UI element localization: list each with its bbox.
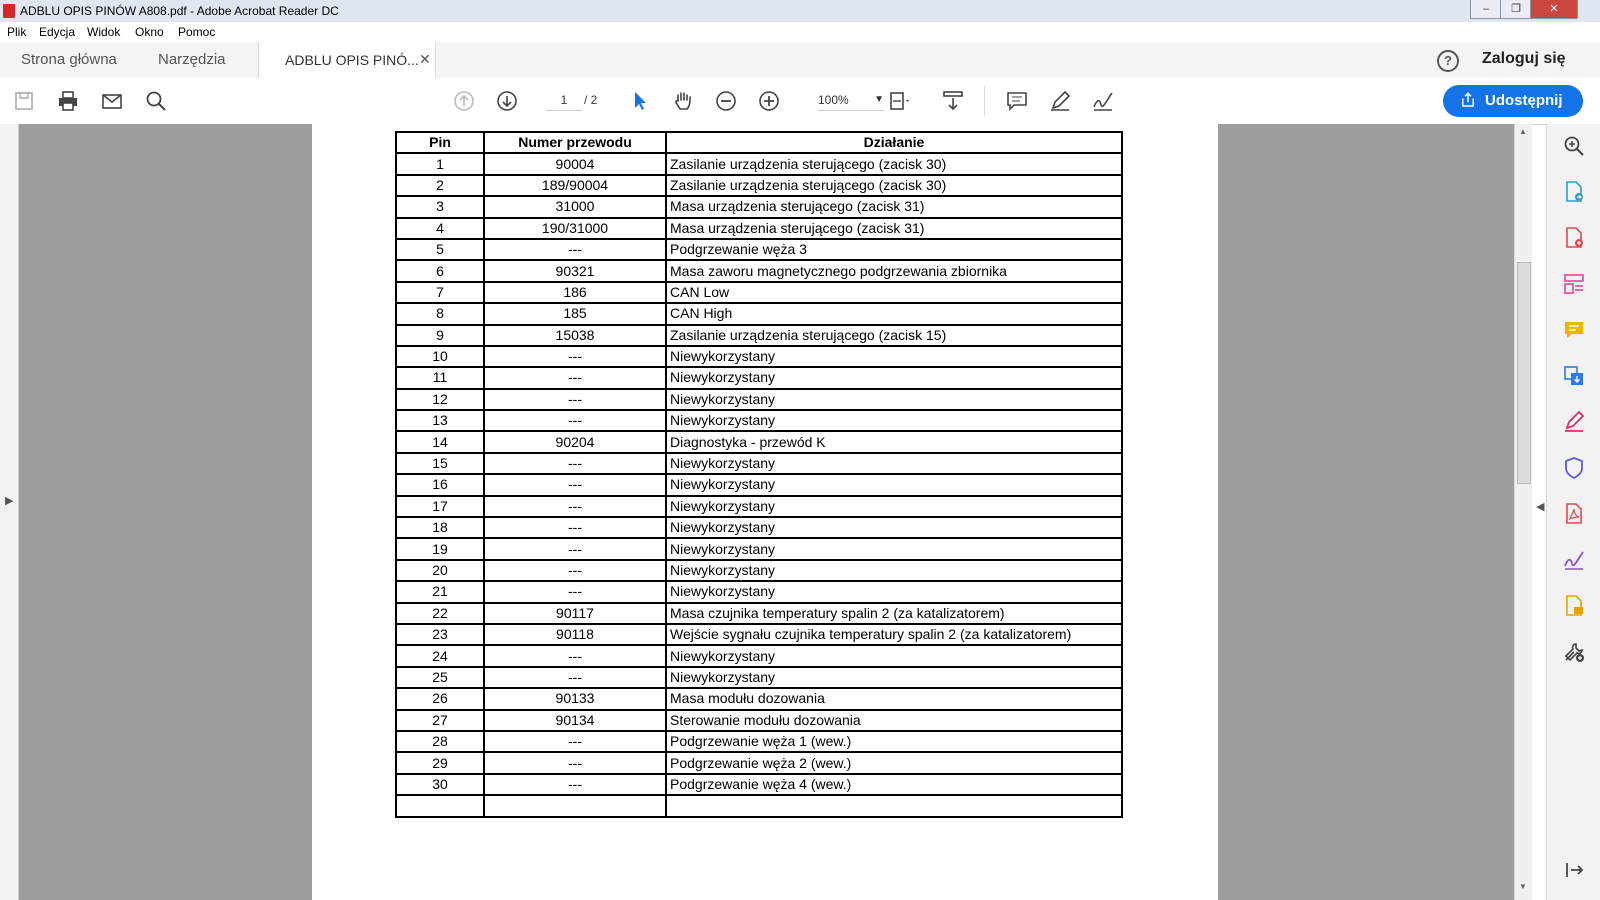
table-row	[396, 325, 1122, 346]
right-tools-panel	[1546, 124, 1600, 900]
empty-cell	[484, 795, 666, 816]
function-cell: Niewykorzystany	[666, 667, 1122, 688]
wire-number-cell: 90118	[484, 624, 666, 645]
table-row	[396, 260, 1122, 281]
help-icon[interactable]: ?	[1437, 50, 1459, 72]
wire-number-cell: ---	[484, 410, 666, 431]
table-row	[396, 517, 1122, 538]
protect-shield-icon[interactable]	[1562, 456, 1586, 480]
login-link[interactable]: Zaloguj się	[1482, 50, 1566, 67]
chevron-down-icon: ▼	[874, 94, 884, 105]
comment-tool-icon[interactable]	[1562, 318, 1586, 342]
function-cell: Masa zaworu magnetycznego podgrzewania zbiornika	[666, 260, 1122, 281]
wire-number-cell: ---	[484, 389, 666, 410]
table-row	[396, 175, 1122, 196]
close-tab-icon[interactable]: ✕	[419, 51, 431, 67]
wire-number-cell: ---	[484, 581, 666, 602]
function-cell: Niewykorzystany	[666, 538, 1122, 559]
function-cell: Niewykorzystany	[666, 453, 1122, 474]
close-window-button[interactable]: ✕	[1530, 0, 1578, 19]
function-cell: Podgrzewanie węża 3	[666, 239, 1122, 260]
vertical-scrollbar[interactable]	[1514, 124, 1532, 900]
pin-cell: 20	[396, 560, 484, 581]
share-label: Udostępnij	[1485, 92, 1563, 109]
empty-cell	[396, 795, 484, 816]
toolbar-divider	[984, 86, 985, 116]
highlight-pen-icon[interactable]	[1048, 89, 1072, 113]
table-row	[396, 603, 1122, 624]
scroll-mode-icon[interactable]	[941, 89, 965, 113]
table-row	[396, 538, 1122, 559]
function-cell: CAN Low	[666, 282, 1122, 303]
pin-cell: 5	[396, 239, 484, 260]
table-row	[396, 218, 1122, 239]
zoom-out-icon[interactable]	[714, 89, 738, 113]
minimize-button[interactable]: –	[1470, 0, 1502, 19]
scrollbar-thumb[interactable]	[1517, 262, 1531, 484]
table-row	[396, 496, 1122, 517]
table-row	[396, 431, 1122, 452]
select-tool-icon[interactable]	[628, 89, 652, 113]
table-row	[396, 774, 1122, 795]
function-cell: Niewykorzystany	[666, 346, 1122, 367]
send-comments-icon[interactable]	[1562, 594, 1586, 618]
wire-number-cell: 186	[484, 282, 666, 303]
comment-icon[interactable]	[1005, 89, 1029, 113]
fill-sign-icon[interactable]	[1562, 410, 1586, 434]
pin-cell: 4	[396, 218, 484, 239]
function-cell: Niewykorzystany	[666, 410, 1122, 431]
toolbar	[0, 78, 1600, 125]
hand-tool-icon[interactable]	[671, 89, 695, 113]
acrobat-app-icon	[3, 4, 15, 18]
wire-number-cell: ---	[484, 538, 666, 559]
header-pin: Pin	[396, 132, 484, 153]
wire-number-cell: 90133	[484, 688, 666, 709]
tab-document-label: ADBLU OPIS PINÓ...	[285, 52, 419, 68]
wire-number-cell: ---	[484, 667, 666, 688]
pin-cell: 14	[396, 431, 484, 452]
pin-cell: 12	[396, 389, 484, 410]
table-row	[396, 282, 1122, 303]
pin-cell: 25	[396, 667, 484, 688]
pin-cell: 18	[396, 517, 484, 538]
function-cell: Niewykorzystany	[666, 389, 1122, 410]
empty-cell	[666, 795, 1122, 816]
wire-number-cell: 185	[484, 303, 666, 324]
pin-cell: 28	[396, 731, 484, 752]
pin-cell: 7	[396, 282, 484, 303]
pin-cell: 24	[396, 645, 484, 666]
wire-number-cell: 190/31000	[484, 218, 666, 239]
function-cell: Masa urządzenia sterującego (zacisk 31)	[666, 196, 1122, 217]
wire-number-cell: ---	[484, 645, 666, 666]
previous-page-icon[interactable]	[452, 89, 476, 113]
table-row	[396, 688, 1122, 709]
function-cell: Wejście sygnału czujnika temperatury spalin 2 (za katalizatorem)	[666, 624, 1122, 645]
next-page-icon[interactable]	[495, 89, 519, 113]
pin-cell: 15	[396, 453, 484, 474]
edit-pdf-icon[interactable]	[1562, 272, 1586, 296]
table-row	[396, 389, 1122, 410]
menu-window[interactable]: Okno	[135, 25, 164, 39]
table-row	[396, 453, 1122, 474]
scroll-up-icon[interactable]: ▲	[1519, 127, 1527, 136]
export-pdf-icon[interactable]	[1562, 180, 1586, 204]
function-cell: Masa czujnika temperatury spalin 2 (za katalizatorem)	[666, 603, 1122, 624]
pin-table	[395, 131, 1123, 818]
zoom-level-select[interactable]	[818, 90, 884, 111]
zoom-level-value: 100%	[818, 93, 849, 107]
pin-cell: 22	[396, 603, 484, 624]
header-function: Działanie	[666, 132, 1122, 153]
acrobat-pdf-icon[interactable]	[1562, 502, 1586, 526]
function-cell: Niewykorzystany	[666, 560, 1122, 581]
pin-cell: 11	[396, 367, 484, 388]
function-cell: Masa modułu dozowania	[666, 688, 1122, 709]
print-icon[interactable]	[56, 89, 80, 113]
pin-cell: 17	[396, 496, 484, 517]
wire-number-cell: 90321	[484, 260, 666, 281]
maximize-button[interactable]: ❐	[1500, 0, 1532, 19]
wire-number-cell: 90004	[484, 153, 666, 174]
function-cell: Diagnostyka - przewód K	[666, 431, 1122, 452]
wire-number-cell: ---	[484, 752, 666, 773]
header-wire-number: Numer przewodu	[484, 132, 666, 153]
wire-number-cell: ---	[484, 560, 666, 581]
pin-cell: 9	[396, 325, 484, 346]
function-cell: Zasilanie urządzenia sterującego (zacisk 15)	[666, 325, 1122, 346]
table-row	[396, 560, 1122, 581]
function-cell: Niewykorzystany	[666, 474, 1122, 495]
save-icon[interactable]	[12, 89, 36, 113]
function-cell: Niewykorzystany	[666, 367, 1122, 388]
table-row	[396, 710, 1122, 731]
pin-cell: 6	[396, 260, 484, 281]
pin-cell: 21	[396, 581, 484, 602]
wire-number-cell: ---	[484, 239, 666, 260]
wire-number-cell: 31000	[484, 196, 666, 217]
table-row	[396, 474, 1122, 495]
function-cell: Podgrzewanie węża 1 (wew.)	[666, 731, 1122, 752]
table-row-empty	[396, 795, 1122, 816]
scroll-down-icon[interactable]: ▼	[1519, 882, 1527, 891]
request-signature-icon[interactable]	[1562, 548, 1586, 572]
pin-cell: 23	[396, 624, 484, 645]
table-row	[396, 196, 1122, 217]
menu-file[interactable]: Plik	[7, 25, 27, 39]
wire-number-cell: ---	[484, 453, 666, 474]
function-cell: Masa urządzenia sterującego (zacisk 31)	[666, 218, 1122, 239]
table-row	[396, 645, 1122, 666]
menu-help[interactable]: Pomoc	[178, 25, 216, 39]
pin-cell: 2	[396, 175, 484, 196]
function-cell: Zasilanie urządzenia sterującego (zacisk 30)	[666, 175, 1122, 196]
share-button[interactable]	[1443, 85, 1583, 117]
window-title: ADBLU OPIS PINÓW A808.pdf - Adobe Acrobat Reader DC	[20, 4, 339, 18]
wire-number-cell: 90117	[484, 603, 666, 624]
table-row	[396, 581, 1122, 602]
tab-home[interactable]: Strona główna	[21, 51, 117, 68]
function-cell: Podgrzewanie węża 2 (wew.)	[666, 752, 1122, 773]
menu-view[interactable]: Widok	[87, 25, 121, 39]
function-cell: CAN High	[666, 303, 1122, 324]
more-tools-icon[interactable]	[1562, 640, 1586, 664]
menu-edit[interactable]: Edycja	[39, 25, 76, 39]
zoom-in-icon[interactable]	[757, 89, 781, 113]
function-cell: Niewykorzystany	[666, 645, 1122, 666]
collapse-right-panel-icon[interactable]: ◀	[1536, 501, 1545, 513]
wire-number-cell: ---	[484, 474, 666, 495]
table-row	[396, 752, 1122, 773]
pin-cell: 29	[396, 752, 484, 773]
table-row	[396, 731, 1122, 752]
pin-cell: 27	[396, 710, 484, 731]
function-cell: Niewykorzystany	[666, 496, 1122, 517]
sign-icon[interactable]	[1091, 89, 1115, 113]
pin-cell: 30	[396, 774, 484, 795]
pin-cell: 3	[396, 196, 484, 217]
wire-number-cell: ---	[484, 367, 666, 388]
create-pdf-icon[interactable]	[1562, 226, 1586, 250]
pin-cell: 16	[396, 474, 484, 495]
page-layout-icon[interactable]	[888, 89, 912, 113]
tab-tools[interactable]: Narzędzia	[158, 51, 226, 68]
pin-cell: 8	[396, 303, 484, 324]
table-row	[396, 624, 1122, 645]
combine-files-icon[interactable]	[1562, 364, 1586, 388]
table-header-row	[396, 132, 1122, 153]
wire-number-cell: ---	[484, 517, 666, 538]
wire-number-cell: ---	[484, 731, 666, 752]
search-icon[interactable]	[144, 89, 168, 113]
tab-document[interactable]	[258, 42, 436, 79]
share-icon	[1459, 91, 1477, 113]
pin-cell: 1	[396, 153, 484, 174]
wire-number-cell: ---	[484, 774, 666, 795]
page-number-input[interactable]: 1	[546, 90, 582, 111]
function-cell: Niewykorzystany	[666, 517, 1122, 538]
table-row	[396, 667, 1122, 688]
left-panel-toggle[interactable]	[0, 124, 19, 900]
wire-number-cell: 90134	[484, 710, 666, 731]
pin-cell: 26	[396, 688, 484, 709]
table-row	[396, 367, 1122, 388]
menu-bar	[0, 22, 1600, 42]
wire-number-cell: ---	[484, 496, 666, 517]
table-row	[396, 303, 1122, 324]
title-bar	[0, 0, 1600, 23]
pin-cell: 13	[396, 410, 484, 431]
tab-bar	[0, 42, 1600, 79]
wire-number-cell: 90204	[484, 431, 666, 452]
wire-number-cell: ---	[484, 346, 666, 367]
enhance-zoom-icon[interactable]	[1562, 134, 1586, 158]
expand-left-panel-icon[interactable]: ▶	[5, 495, 14, 507]
collapse-panel-icon[interactable]	[1562, 858, 1586, 882]
function-cell: Zasilanie urządzenia sterującego (zacisk 30)	[666, 153, 1122, 174]
wire-number-cell: 15038	[484, 325, 666, 346]
function-cell: Podgrzewanie węża 4 (wew.)	[666, 774, 1122, 795]
function-cell: Sterowanie modułu dozowania	[666, 710, 1122, 731]
wire-number-cell: 189/90004	[484, 175, 666, 196]
table-row	[396, 346, 1122, 367]
table-row	[396, 239, 1122, 260]
pin-cell: 10	[396, 346, 484, 367]
table-row	[396, 153, 1122, 174]
table-row	[396, 410, 1122, 431]
function-cell: Niewykorzystany	[666, 581, 1122, 602]
pin-cell: 19	[396, 538, 484, 559]
page-total: / 2	[584, 93, 598, 107]
email-icon[interactable]	[100, 89, 124, 113]
